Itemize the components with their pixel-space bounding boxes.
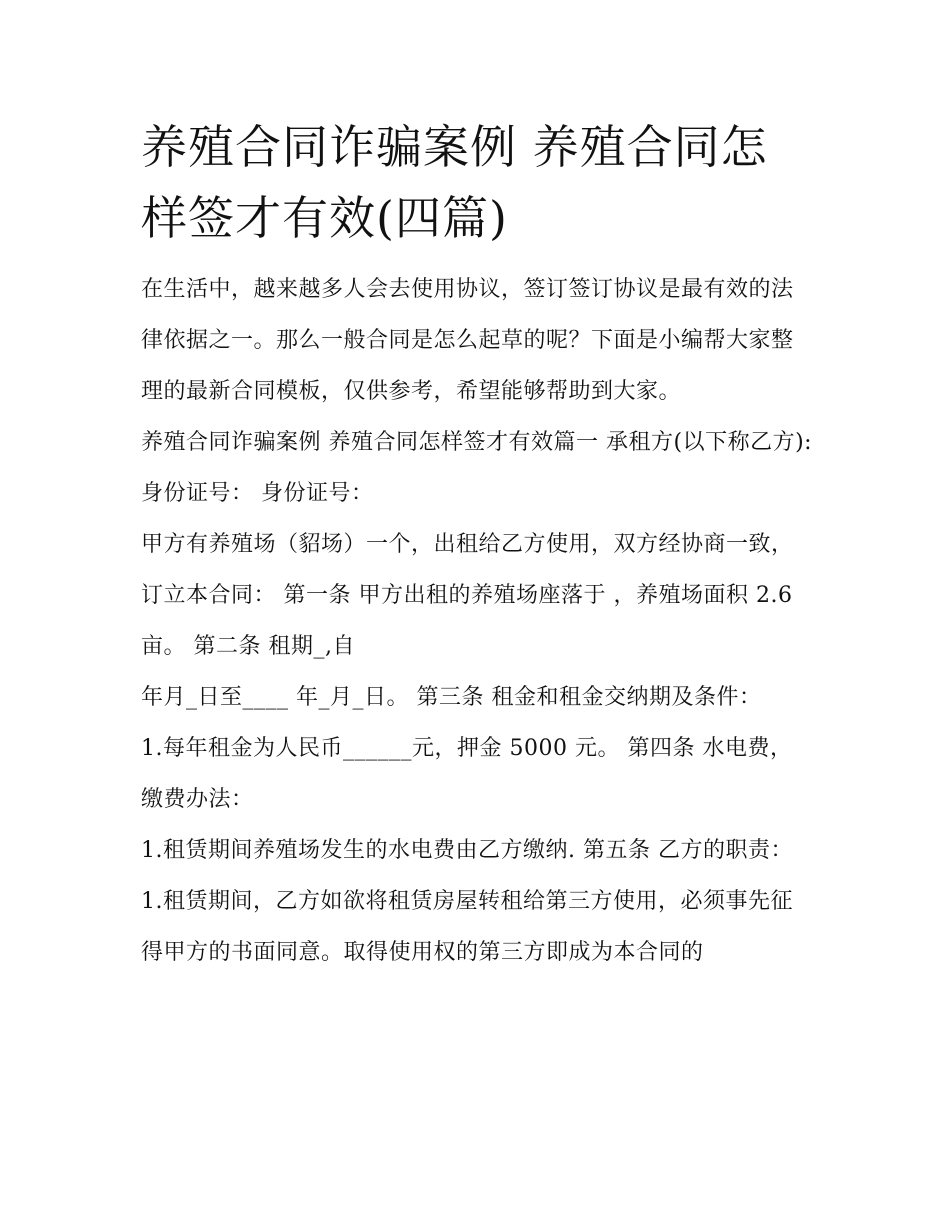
intro-paragraph: 在生活中，越来越多人会去使用协议，签订签订协议是最有效的法律依据之一。那么一般合同是怎么起草的呢？下面是小编帮大家整理的最新合同模板，仅供参考，希望能够帮助到大家。 [141, 277, 794, 404]
utilities-paragraph: 1.租赁期间养殖场发生的水电费由乙方缴纳. 第五条 乙方的职责： [141, 838, 793, 863]
document-body [141, 112, 813, 978]
section-one-heading-paragraph: 养殖合同诈骗案例 养殖合同怎样签才有效篇一 承租方(以下称乙方): 身份证号： 身份证号： [141, 430, 813, 506]
sublease-paragraph: 1.租赁期间，乙方如欲将租赁房屋转租给第三方使用，必须事先征得甲方的书面同意。取得使用权的第三方即成为本合同的 [141, 889, 793, 965]
document-title: 养殖合同诈骗案例 养殖合同怎样签才有效(四篇) [141, 120, 768, 245]
contract-preamble-paragraph: 甲方有养殖场（貂场）一个，出租给乙方使用，双方经协商一致，订立本合同： 第一条 甲方出租的养殖场座落于 ，养殖场面积 2.6 亩。 第二条 租期_,自 [141, 532, 794, 659]
lease-term-paragraph: 年月_日至____ 年_月_日。 第三条 租金和租金交纳期及条件： [141, 685, 762, 710]
rent-paragraph: 1.每年租金为人民币______元，押金 5000 元。 第四条 水电费，缴费办法： [141, 736, 793, 812]
